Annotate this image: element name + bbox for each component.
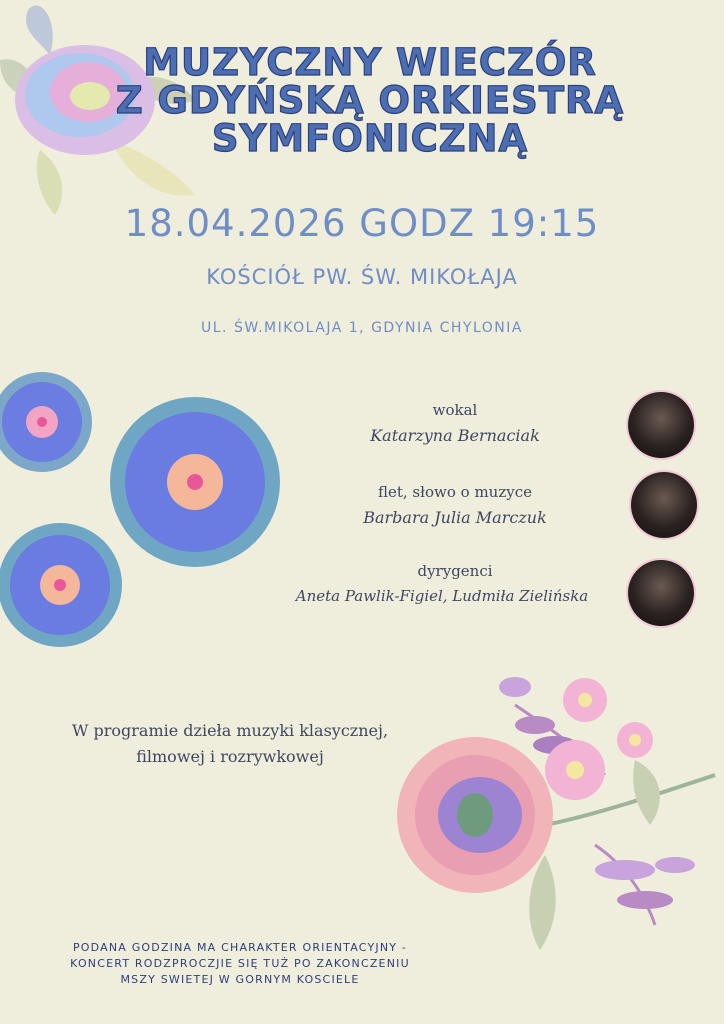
performer-role: wokal <box>432 401 478 419</box>
decorative-flower-bottom-right <box>395 665 720 955</box>
time-notice <box>30 940 450 988</box>
title-line-2: Z GDYŃSKĄ ORKIESTRĄ <box>115 79 625 122</box>
performer-photo <box>631 472 697 538</box>
notice-line-2: KONCERT RODZPROCZJIE SIĘ TUŻ PO ZAKONCZENIU <box>70 957 410 970</box>
event-date-time: 18.04.2026 GODZ 19:15 <box>124 202 600 245</box>
performer-photo <box>628 560 694 626</box>
program-line-2: filmowej i rozrywkowej <box>136 747 324 766</box>
performer-name: Aneta Pawlik-Figiel, Ludmiła Zielińska <box>295 587 589 605</box>
notice-line-3: MSZY SWIETEJ W GORNYM KOSCIELE <box>120 973 360 986</box>
notice-line-1: PODANA GODZINA MA CHARAKTER ORIENTACYJNY - <box>72 941 408 954</box>
performer-photo <box>628 392 694 458</box>
program-line-1: W programie dzieła muzyki klasycznej, <box>71 721 389 740</box>
performer-role: dyrygenci <box>417 562 493 580</box>
title-line-3: SYMFONICZNĄ <box>211 117 529 160</box>
program-description <box>40 718 420 770</box>
performer-name: Katarzyna Bernaciak <box>370 426 540 445</box>
event-title <box>90 41 650 160</box>
event-venue: KOŚCIÓŁ PW. ŚW. MIKOŁAJA <box>206 265 518 289</box>
performer-role: flet, słowo o muzyce <box>377 483 532 501</box>
performer-name: Barbara Julia Marczuk <box>363 508 547 527</box>
title-line-1: MUZYCZNY WIECZÓR <box>143 41 597 84</box>
event-address: UL. ŚW.MIKOLAJA 1, GDYNIA CHYLONIA <box>201 320 523 336</box>
decorative-flowers-left <box>0 360 290 660</box>
